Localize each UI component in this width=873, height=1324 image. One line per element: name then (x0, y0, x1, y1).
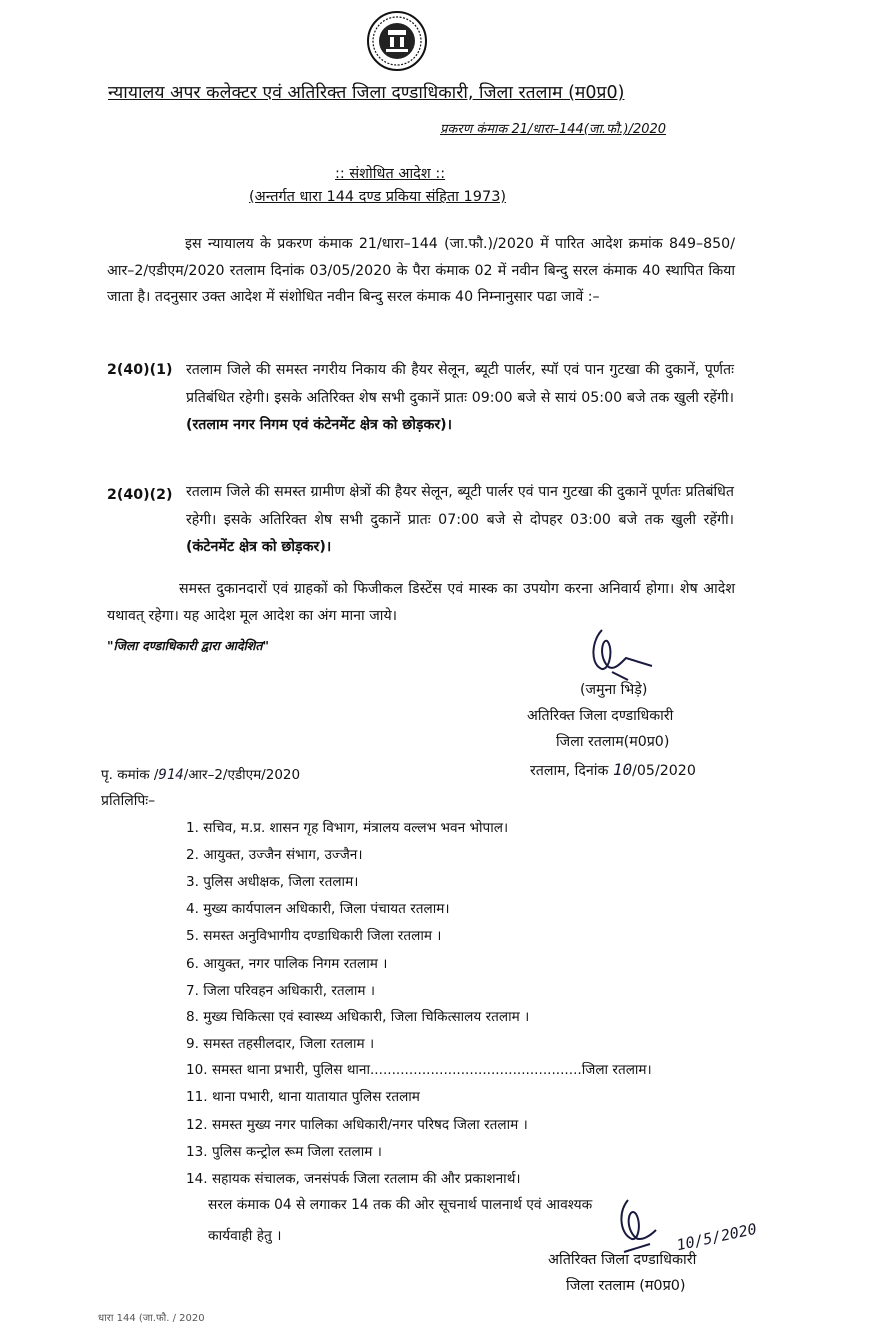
date-suffix: /05/2020 (632, 763, 696, 779)
point-text (186, 479, 734, 562)
emblem-seal-icon (366, 10, 428, 72)
point-label: 2(40)(2) (107, 487, 173, 503)
endorsement-handwritten-number: 914 (158, 767, 184, 783)
closing-paragraph: समस्त दुकानदारों एवं ग्राहकों को फिजीकल डिस्टेंस एवं मास्क का उपयोग करना अनिवार्य होगा। शेष आदेश यथावत् रहेगा। यह आदेश मूल आदेश का अंग माना जाये। (107, 581, 735, 624)
page-footer: धारा 144 (जा.फौ. / 2020 (98, 1313, 205, 1324)
order-date (530, 760, 696, 780)
endorsement-sign-district: जिला रतलाम (म0प्र0) (566, 1278, 686, 1294)
point-label: 2(40)(1) (107, 362, 173, 378)
list-item: 10. समस्त थाना प्रभारी, पुलिस थाना.................................................जिला रतलाम। (186, 1062, 652, 1078)
list-item: 1. सचिव, म.प्र. शासन गृह विभाग, मंत्रालय वल्लभ भवन भोपाल। (186, 820, 509, 836)
point-text (186, 357, 734, 440)
list-item: 3. पुलिस अधीक्षक, जिला रतलाम। (186, 874, 359, 890)
endorsement-sign-designation: अतिरिक्त जिला दण्डाधिकारी (548, 1252, 697, 1268)
court-title: न्यायालय अपर कलेक्टर एवं अतिरिक्त जिला दण्डाधिकारी, जिला रतलाम (म0प्र0) (108, 83, 625, 103)
list-item: 5. समस्त अनुविभागीय दण्डाधिकारी जिला रतलाम । (186, 928, 442, 944)
list-item: 13. पुलिस कन्ट्रोल रूम जिला रतलाम । (186, 1144, 382, 1160)
list-item: 8. मुख्य चिकित्सा एवं स्वास्थ्य अधिकारी, जिला चिकित्सालय रतलाम । (186, 1009, 530, 1025)
list-item: 4. मुख्य कार्यपालन अधिकारी, जिला पंचायत रतलाम। (186, 901, 450, 917)
endorsement-prefix: पृ. कमांक / (101, 767, 159, 783)
signatory-name: (जमुना भिड़े) (580, 682, 648, 698)
signatory-district: जिला रतलाम(म0प्र0) (556, 734, 670, 750)
order-subtitle: (अन्तर्गत धारा 144 दण्ड प्रकिया संहिता 1973) (249, 189, 507, 205)
list-item: 6. आयुक्त, नगर पालिक निगम रतलाम । (186, 956, 388, 972)
list-item: 9. समस्त तहसीलदार, जिला रतलाम । (186, 1036, 375, 1052)
point-body: रतलाम जिले की समस्त नगरीय निकाय की हैयर सेलून, ब्यूटी पार्लर, स्पॉ एवं पान गुटखा की दुकानें, पूर्णतः प्रतिबंधित रहेगी। इसके अतिरिक्त शेष सभी दुकानें प्रातः 09:00 बजे से सायं 05:00 बजे तक खुली रहेंगी। (186, 362, 734, 406)
intro-paragraph: इस न्यायालय के प्रकरण कंमाक 21/धारा–144 (जा.फौ.)/2020 में पारित आदेश क्रमांक 849–850/आर–2/एडीएम/2020 रतलाम दिनांक 03/05/2020 के पैरा कंमाक 02 में नवीन बिन्दु सरल कंमाक 40 स्थापित किया जाता है। तदनुसार उक्त आदेश में संशोधित नवीन बिन्दु सरल कंमाक 40 निम्नानुसार पढा जावें :– (107, 236, 735, 305)
list-item: 2. आयुक्त, उज्जैन संभाग, उज्जैन। (186, 847, 363, 863)
list-item: 12. समस्त मुख्य नगर पालिका अधिकारी/नगर परिषद जिला रतलाम । (186, 1117, 528, 1133)
date-prefix: रतलाम, दिनांक (530, 763, 609, 779)
endorsement-suffix: /आर–2/एडीएम/2020 (183, 767, 301, 783)
list-item: 14. सहायक संचालक, जनसंपर्क जिला रतलाम की और प्रकाशनार्थ। (186, 1171, 521, 1187)
point-exception: (कंटेनमेंट क्षेत्र को छोड़कर)। (186, 539, 332, 555)
point-body: रतलाम जिले की समस्त ग्रामीण क्षेत्रों की हैयर सेलून, ब्यूटी पार्लर एवं पान गुटखा की दुकानें पूर्णतः प्रतिबंधित रहेगी। इसके अतिरिक्त शेष सभी दुकानें प्रातः 07:00 बजे से दोपहर 03:00 बजे तक खुली रहेंगी। (186, 484, 734, 528)
list-item: 11. थाना पभारी, थाना यातायात पुलिस रतलाम (186, 1089, 420, 1105)
list-item: 7. जिला परिवहन अधिकारी, रतलाम । (186, 983, 375, 999)
point-exception: (रतलाम नगर निगम एवं कंटेनमेंट क्षेत्र को छोड़कर)। (186, 417, 453, 433)
copy-label: प्रतिलिपिः– (101, 793, 156, 809)
signatory-designation: अतिरिक्त जिला दण्डाधिकारी (527, 708, 674, 724)
signature-handwritten-date: 10/5/2020 (675, 1219, 759, 1255)
instruction-line: सरल कंमाक 04 से लगाकर 14 तक की ओर सूचनार्थ पालनार्थ एवं आवश्यक (208, 1197, 593, 1213)
instruction-line: कार्यवाही हेतु । (208, 1228, 282, 1244)
date-handwritten: 10 (612, 760, 633, 779)
case-number: प्रकरण कंमाक 21/धारा–144(जा.फौ.)/2020 (440, 122, 667, 137)
ordered-by: "जिला दण्डाधिकारी द्वारा आदेशित" (107, 638, 269, 653)
order-title: :: संशोधित आदेश :: (335, 166, 446, 182)
endorsement-number (101, 765, 300, 783)
